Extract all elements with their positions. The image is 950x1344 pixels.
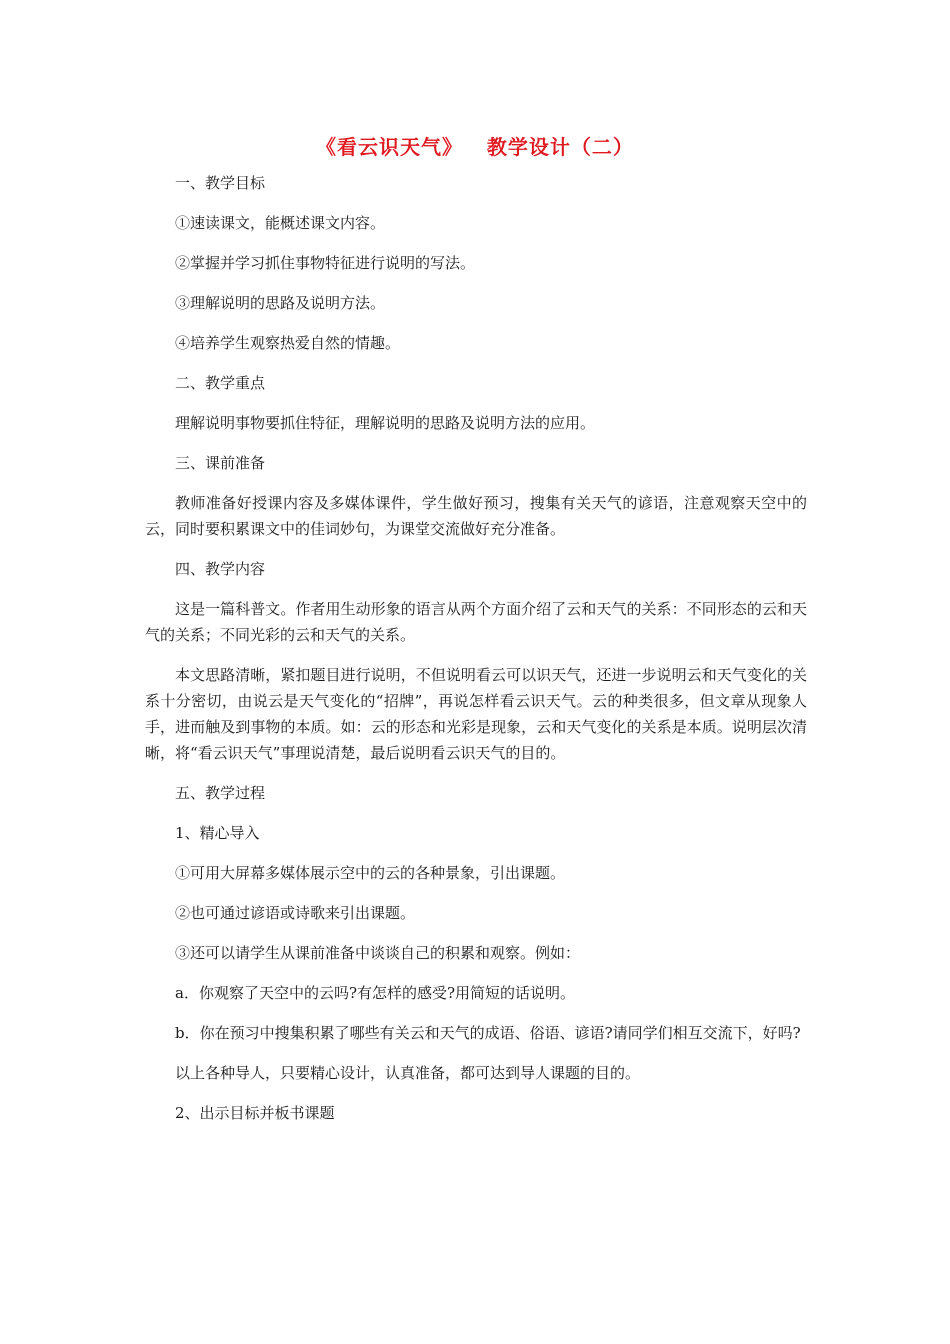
objective-item: ②掌握并学习抓住事物特征进行说明的写法。 — [175, 254, 476, 272]
document-body — [145, 170, 807, 1126]
objective-item: ③理解说明的思路及说明方法。 — [175, 294, 386, 312]
section-heading-preparation: 三、课前准备 — [175, 454, 266, 472]
process-item: ②也可通过谚语或诗歌来引出课题。 — [175, 904, 416, 922]
section-heading-key-points: 二、教学重点 — [175, 374, 266, 392]
process-step-heading: 2、出示目标并板书课题 — [175, 1104, 335, 1122]
objective-item: ④培养学生观察热爱自然的情趣。 — [175, 334, 401, 352]
process-subitem: a．你观察了天空中的云吗?有怎样的感受?用简短的话说明。 — [175, 984, 576, 1002]
process-subitem: b．你在预习中搜集积累了哪些有关云和天气的成语、俗语、谚语?请同学们相互交流下，好吗? — [175, 1024, 801, 1042]
content-paragraph: 这是一篇科普文。作者用生动形象的语言从两个方面介绍了云和天气的关系：不同形态的云和天气的关系；不同光彩的云和天气的关系。 — [145, 600, 807, 644]
process-step-heading: 1、精心导入 — [175, 824, 260, 842]
section-heading-objectives: 一、教学目标 — [175, 174, 266, 192]
content-paragraph: 本文思路清晰，紧扣题目进行说明，不但说明看云可以识天气，还进一步说明云和天气变化的关系十分密切，由说云是天气变化的“招牌”，再说怎样看云识天气。云的种类很多，但文章从现象人手，进而触及到事物的本质。如：云的形态和光彩是现象，云和天气变化的关系是本质。说明层次清晰，将“看云识天气”事理说清楚，最后说明看云识天气的目的。 — [145, 666, 807, 762]
section-heading-content: 四、教学内容 — [175, 560, 266, 578]
process-summary: 以上各种导人，只要精心设计，认真准备，都可达到导人课题的目的。 — [175, 1064, 641, 1082]
preparation-text: 教师准备好授课内容及多媒体课件，学生做好预习，搜集有关天气的谚语，注意观察天空中的云，同时要积累课文中的佳词妙句，为课堂交流做好充分准备。 — [145, 494, 807, 538]
process-item: ①可用大屏幕多媒体展示空中的云的各种景象，引出课题。 — [175, 864, 566, 882]
section-heading-process: 五、教学过程 — [175, 784, 266, 802]
process-item: ③还可以请学生从课前准备中谈谈自己的积累和观察。例如： — [175, 944, 581, 962]
objective-item: ①速读课文，能概述课文内容。 — [175, 214, 386, 232]
document-title: 《看云识天气》 教学设计（二） — [316, 135, 634, 159]
key-points-text: 理解说明事物要抓住特征，理解说明的思路及说明方法的应用。 — [175, 414, 596, 432]
